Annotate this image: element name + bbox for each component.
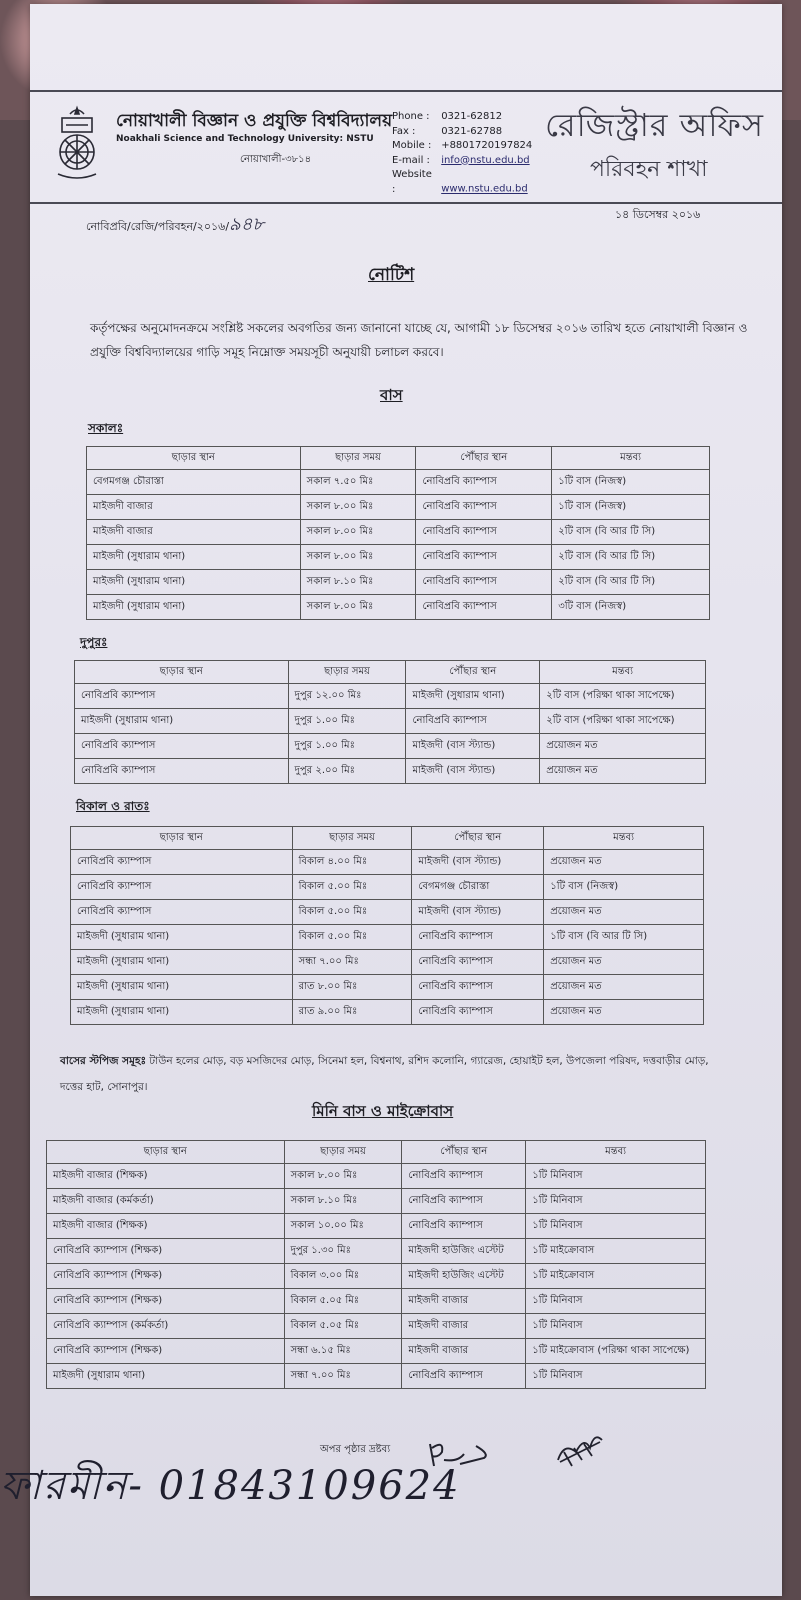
university-location: নোয়াখালী-৩৮১৪ — [240, 154, 312, 165]
bus-stoppage-note — [60, 1048, 730, 1100]
table-row — [47, 1264, 706, 1289]
col-header: ছাড়ার স্থান — [75, 661, 289, 684]
cell-origin: মাইজদী বাজার — [87, 520, 301, 545]
cell-remark: ১টি বাস (নিজস্ব) — [552, 470, 710, 495]
cell-remark: ১টি মিনিবাস — [526, 1214, 706, 1239]
col-header: পৌঁছার স্থান — [416, 447, 552, 470]
cell-remark: প্রয়োজন মত — [544, 975, 704, 1000]
cell-remark: প্রয়োজন মত — [544, 900, 704, 925]
table-row — [87, 545, 710, 570]
cell-time: বিকাল ৫.০৫ মিঃ — [284, 1314, 402, 1339]
table-header-row — [87, 447, 710, 470]
cell-time: দুপুর ১.০০ মিঃ — [288, 709, 406, 734]
email-label: E-mail : — [392, 154, 430, 166]
notice-paper — [0, 4, 782, 1596]
cell-destination: নোবিপ্রবি ক্যাম্পাস — [416, 520, 552, 545]
cell-remark: ২টি বাস (পরিক্ষা থাকা সাপেক্ষে) — [540, 709, 706, 734]
cell-time: বিকাল ৫.০০ মিঃ — [292, 875, 412, 900]
cell-remark: ১টি মিনিবাস — [526, 1314, 706, 1339]
cell-remark: প্রয়োজন মত — [544, 950, 704, 975]
cell-time: বিকাল ৪.০০ মিঃ — [292, 850, 412, 875]
cell-time: বিকাল ৩.০০ মিঃ — [284, 1264, 402, 1289]
overleaf-note: অপর পৃষ্ঠার দ্রষ্টব্য — [320, 1444, 391, 1455]
header-rule-bottom — [30, 202, 782, 204]
morning-rows — [87, 470, 710, 620]
cell-remark: ১টি মাইক্রোবাস (পরিক্ষা থাকা সাপেক্ষে) — [526, 1339, 706, 1364]
cell-origin: মাইজদী বাজার (শিক্ষক) — [47, 1164, 285, 1189]
noon-table — [74, 660, 706, 784]
table-row — [71, 975, 704, 1000]
notice-body: কর্তৃপক্ষের অনুমোদনক্রমে সংশ্লিষ্ট সকলের অবগতির জন্য জানানো যাচ্ছে যে, আগামী ১৮ ডিসেম্বর ২০১৬ তারিখ হতে নোয়াখালী বিজ্ঞান ও প্রযুক্তি বিশ্ববিদ্যালয়ের গাড়ি সমূহ নিম্নোক্ত সময়সূচী অনুযায়ী চলাচল করবে। — [90, 321, 748, 359]
noon-title: দুপুরঃ — [80, 635, 108, 649]
table-row — [87, 570, 710, 595]
cell-time: বিকাল ৫.০০ মিঃ — [292, 925, 412, 950]
cell-remark: ১টি বাস (নিজস্ব) — [544, 875, 704, 900]
table-row — [87, 495, 710, 520]
cell-time: সন্ধা ৭.০০ মিঃ — [292, 950, 412, 975]
cell-remark: ২টি বাস (পরিক্ষা থাকা সাপেক্ষে) — [540, 684, 706, 709]
minibus-rows — [47, 1164, 706, 1389]
cell-origin: নোবিপ্রবি ক্যাম্পাস — [75, 759, 289, 784]
cell-time: দুপুর ২.০০ মিঃ — [288, 759, 406, 784]
cell-destination: মাইজদী (বাস স্ট্যান্ড) — [406, 759, 540, 784]
cell-origin: নোবিপ্রবি ক্যাম্পাস — [71, 850, 293, 875]
cell-origin: মাইজদী (সুধারাম থানা) — [87, 570, 301, 595]
cell-time: সকাল ৮.০০ মিঃ — [300, 495, 416, 520]
cell-origin: নোবিপ্রবি ক্যাম্পাস (শিক্ষক) — [47, 1289, 285, 1314]
office-title: রেজিস্ট্রার অফিস — [545, 106, 765, 144]
cell-remark: ১টি মিনিবাস — [526, 1189, 706, 1214]
col-header: মন্তব্য — [540, 661, 706, 684]
cell-destination: মাইজদী (বাস স্ট্যান্ড) — [412, 900, 544, 925]
table-header-row — [71, 827, 704, 850]
col-header: ছাড়ার সময় — [300, 447, 416, 470]
table-row — [71, 900, 704, 925]
cell-time: সকাল ৮.১০ মিঃ — [300, 570, 416, 595]
table-row — [71, 1000, 704, 1025]
header-rule-top — [30, 90, 782, 92]
cell-time: দুপুর ১.৩০ মিঃ — [284, 1239, 402, 1264]
website-label: Website : — [392, 169, 432, 195]
cell-remark: ৩টি বাস (নিজস্ব) — [552, 595, 710, 620]
cell-time: রাত ৯.০০ মিঃ — [292, 1000, 412, 1025]
table-row — [47, 1364, 706, 1389]
cell-destination: নোবিপ্রবি ক্যাম্পাস — [402, 1189, 526, 1214]
cell-destination: মাইজদী বাজার — [402, 1339, 526, 1364]
cell-origin: মাইজদী বাজার — [87, 495, 301, 520]
cell-destination: বেগমগঞ্জ চৌরাস্তা — [412, 875, 544, 900]
cell-remark: ১টি মিনিবাস — [526, 1364, 706, 1389]
cell-origin: বেগমগঞ্জ চৌরাস্তা — [87, 470, 301, 495]
cell-destination: মাইজদী হাউজিং এস্টেট — [402, 1264, 526, 1289]
minibus-section-title: মিনি বাস ও মাইক্রোবাস — [312, 1102, 454, 1120]
minibus-table — [46, 1140, 706, 1389]
cell-remark: ১টি মিনিবাস — [526, 1289, 706, 1314]
table-row — [75, 684, 706, 709]
cell-destination: নোবিপ্রবি ক্যাম্পাস — [416, 495, 552, 520]
morning-title: সকালঃ — [88, 421, 124, 435]
cell-origin: নোবিপ্রবি ক্যাম্পাস — [75, 734, 289, 759]
memo-number — [86, 210, 264, 241]
stoppage-label: বাসের স্টপিজ সমূহঃ — [60, 1055, 147, 1067]
notice-title: নোটিশ — [368, 265, 415, 285]
contact-block — [392, 110, 532, 197]
cell-destination: মাইজদী বাজার — [402, 1289, 526, 1314]
website-link[interactable]: www.nstu.edu.bd — [441, 183, 528, 195]
university-name-en: Noakhali Science and Technology University: NSTU — [116, 134, 374, 144]
cell-destination: মাইজদী হাউজিং এস্টেট — [402, 1239, 526, 1264]
table-row — [47, 1164, 706, 1189]
col-header: ছাড়ার স্থান — [47, 1141, 285, 1164]
cell-remark: প্রয়োজন মত — [540, 759, 706, 784]
col-header: পৌঁছার স্থান — [406, 661, 540, 684]
col-header: ছাড়ার সময় — [292, 827, 412, 850]
cell-origin: নোবিপ্রবি ক্যাম্পাস (শিক্ষক) — [47, 1339, 285, 1364]
cell-time: বিকাল ৫.০৫ মিঃ — [284, 1289, 402, 1314]
cell-time: সকাল ৮.১০ মিঃ — [284, 1189, 402, 1214]
cell-remark: ২টি বাস (বি আর টি সি) — [552, 570, 710, 595]
cell-time: সকাল ৭.৫০ মিঃ — [300, 470, 416, 495]
cell-time: সকাল ৮.০০ মিঃ — [284, 1164, 402, 1189]
evening-rows — [71, 850, 704, 1025]
noon-rows — [75, 684, 706, 784]
cell-destination: মাইজদী (বাস স্ট্যান্ড) — [406, 734, 540, 759]
table-row — [87, 520, 710, 545]
evening-title: বিকাল ও রাতঃ — [76, 799, 150, 813]
cell-destination: নোবিপ্রবি ক্যাম্পাস — [402, 1164, 526, 1189]
cell-origin: নোবিপ্রবি ক্যাম্পাস (শিক্ষক) — [47, 1264, 285, 1289]
cell-origin: মাইজদী (সুধারাম থানা) — [75, 709, 289, 734]
table-row — [75, 709, 706, 734]
signature-right-icon — [550, 1422, 610, 1472]
col-header: মন্তব্য — [552, 447, 710, 470]
table-row — [75, 759, 706, 784]
cell-time: সন্ধা ৭.০০ মিঃ — [284, 1364, 402, 1389]
university-logo-icon — [52, 104, 102, 182]
email-link[interactable]: info@nstu.edu.bd — [441, 154, 530, 166]
cell-origin: মাইজদী (সুধারাম থানা) — [71, 925, 293, 950]
cell-destination: নোবিপ্রবি ক্যাম্পাস — [416, 545, 552, 570]
table-row — [75, 734, 706, 759]
cell-time: দুপুর ১২.০০ মিঃ — [288, 684, 406, 709]
cell-origin: মাইজদী (সুধারাম থানা) — [71, 1000, 293, 1025]
cell-destination: নোবিপ্রবি ক্যাম্পাস — [412, 925, 544, 950]
fax-label: Fax : — [392, 125, 416, 137]
cell-destination: নোবিপ্রবি ক্যাম্পাস — [402, 1214, 526, 1239]
table-row — [87, 595, 710, 620]
table-row — [47, 1289, 706, 1314]
table-row — [47, 1314, 706, 1339]
cell-remark: ২টি বাস (বি আর টি সি) — [552, 520, 710, 545]
col-header: পৌঁছার স্থান — [402, 1141, 526, 1164]
cell-remark: ১টি বাস (বি আর টি সি) — [544, 925, 704, 950]
cell-destination: নোবিপ্রবি ক্যাম্পাস — [412, 1000, 544, 1025]
table-header-row — [75, 661, 706, 684]
cell-destination: নোবিপ্রবি ক্যাম্পাস — [416, 570, 552, 595]
cell-origin: নোবিপ্রবি ক্যাম্পাস (কর্মকর্তা) — [47, 1314, 285, 1339]
cell-destination: নোবিপ্রবি ক্যাম্পাস — [402, 1364, 526, 1389]
cell-destination: মাইজদী (সুধারাম থানা) — [406, 684, 540, 709]
cell-destination: মাইজদী বাজার — [402, 1314, 526, 1339]
memo-handwritten: ৯৪৮ — [229, 214, 265, 235]
table-row — [71, 950, 704, 975]
table-row — [71, 925, 704, 950]
cell-origin: মাইজদী (সুধারাম থানা) — [47, 1364, 285, 1389]
phone-value: 0321-62812 — [441, 111, 503, 122]
notice-date: ১৪ ডিসেম্বর ২০১৬ — [615, 208, 701, 221]
col-header: পৌঁছার স্থান — [412, 827, 544, 850]
cell-time: বিকাল ৫.০০ মিঃ — [292, 900, 412, 925]
cell-destination: নোবিপ্রবি ক্যাম্পাস — [406, 709, 540, 734]
table-row — [47, 1339, 706, 1364]
table-row — [71, 875, 704, 900]
cell-destination: নোবিপ্রবি ক্যাম্পাস — [412, 950, 544, 975]
cell-time: সকাল ১০.০০ মিঃ — [284, 1214, 402, 1239]
cell-origin: মাইজদী (সুধারাম থানা) — [71, 975, 293, 1000]
cell-origin: মাইজদী (সুধারাম থানা) — [87, 545, 301, 570]
col-header: ছাড়ার স্থান — [87, 447, 301, 470]
cell-remark: ১টি বাস (নিজস্ব) — [552, 495, 710, 520]
cell-remark: ১টি মাইক্রোবাস — [526, 1264, 706, 1289]
cell-remark: প্রয়োজন মত — [540, 734, 706, 759]
table-row — [47, 1239, 706, 1264]
cell-remark: ১টি মিনিবাস — [526, 1164, 706, 1189]
table-row — [47, 1214, 706, 1239]
cell-remark: প্রয়োজন মত — [544, 1000, 704, 1025]
mobile-value: +8801720197824 — [441, 140, 533, 151]
cell-time: সকাল ৮.০০ মিঃ — [300, 545, 416, 570]
handwritten-contact-note: ফারমীন- 01843109624 — [0, 1463, 461, 1509]
col-header: ছাড়ার সময় — [284, 1141, 402, 1164]
col-header: ছাড়ার সময় — [288, 661, 406, 684]
branch-title: পরিবহন শাখা — [590, 157, 708, 182]
memo-prefix: নোবিপ্রবি/রেজি/পরিবহন/২০১৬/ — [86, 220, 230, 233]
cell-time: দুপুর ১.০০ মিঃ — [288, 734, 406, 759]
cell-time: সকাল ৮.০০ মিঃ — [300, 595, 416, 620]
cell-destination: মাইজদী (বাস স্ট্যান্ড) — [412, 850, 544, 875]
cell-time: সন্ধা ৬.১৫ মিঃ — [284, 1339, 402, 1364]
col-header: মন্তব্য — [526, 1141, 706, 1164]
table-row — [47, 1189, 706, 1214]
cell-remark: ২টি বাস (বি আর টি সি) — [552, 545, 710, 570]
cell-remark: ১টি মাইক্রোবাস — [526, 1239, 706, 1264]
cell-origin: মাইজদী (সুধারাম থানা) — [87, 595, 301, 620]
stoppage-text: টাউন হলের মোড়, বড় মসজিদের মোড়, সিনেমা হল, বিশ্বনাথ, রশিদ কলোনি, গ্যারেজ, হোয়াইট হল, উপজেলা পরিষদ, দত্তবাড়ীর মোড়, দত্তের হাট, সোনাপুর। — [60, 1055, 709, 1093]
morning-table — [86, 446, 710, 620]
cell-remark: প্রয়োজন মত — [544, 850, 704, 875]
table-row — [87, 470, 710, 495]
bus-section-title: বাস — [380, 386, 403, 404]
cell-origin: নোবিপ্রবি ক্যাম্পাস — [71, 900, 293, 925]
mobile-label: Mobile : — [392, 140, 432, 151]
col-header: ছাড়ার স্থান — [71, 827, 293, 850]
evening-table — [70, 826, 704, 1025]
phone-label: Phone : — [392, 111, 430, 122]
cell-origin: নোবিপ্রবি ক্যাম্পাস — [75, 684, 289, 709]
cell-destination: নোবিপ্রবি ক্যাম্পাস — [416, 595, 552, 620]
cell-origin: মাইজদী (সুধারাম থানা) — [71, 950, 293, 975]
fax-value: 0321-62788 — [441, 125, 503, 137]
cell-origin: মাইজদী বাজার (কর্মকর্তা) — [47, 1189, 285, 1214]
cell-origin: নোবিপ্রবি ক্যাম্পাস — [71, 875, 293, 900]
cell-destination: নোবিপ্রবি ক্যাম্পাস — [416, 470, 552, 495]
cell-origin: মাইজদী বাজার (শিক্ষক) — [47, 1214, 285, 1239]
cell-time: সকাল ৮.০০ মিঃ — [300, 520, 416, 545]
cell-origin: নোবিপ্রবি ক্যাম্পাস (শিক্ষক) — [47, 1239, 285, 1264]
table-row — [71, 850, 704, 875]
col-header: মন্তব্য — [544, 827, 704, 850]
university-name-bn: নোয়াখালী বিজ্ঞান ও প্রযুক্তি বিশ্ববিদ্যালয় — [116, 111, 393, 131]
cell-time: রাত ৮.০০ মিঃ — [292, 975, 412, 1000]
cell-destination: নোবিপ্রবি ক্যাম্পাস — [412, 975, 544, 1000]
table-header-row — [47, 1141, 706, 1164]
